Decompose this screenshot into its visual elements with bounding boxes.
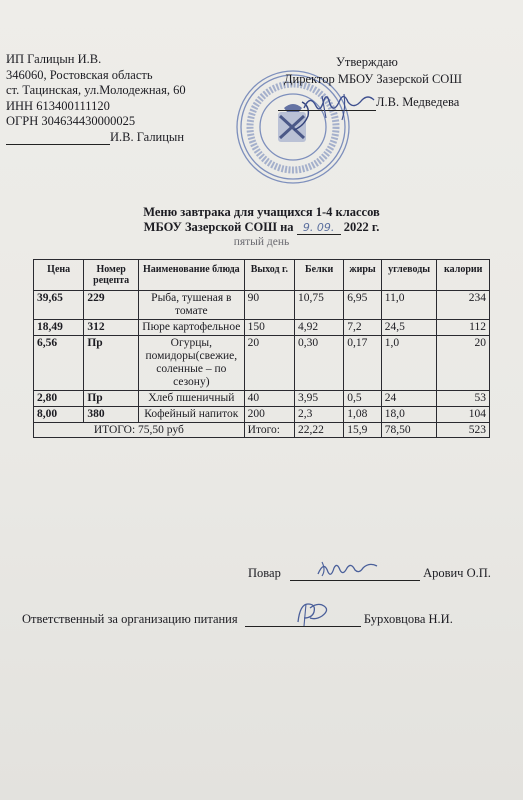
cell-protein: 4,92 <box>295 320 344 336</box>
approval-label: Утверждаю <box>336 55 398 69</box>
cell-protein: 3,95 <box>295 391 344 407</box>
issuer-signature-line <box>6 130 186 146</box>
cell-dish-name: Рыба, тушеная в томате <box>138 291 244 320</box>
cook-name: Арович О.П. <box>423 566 491 580</box>
header-carbs: углеводы <box>381 260 437 291</box>
cell-dish-name: Кофейный напиток <box>138 407 244 423</box>
cell-carbs: 18,0 <box>381 407 437 423</box>
cell-fat: 0,5 <box>344 391 381 407</box>
cell-fat: 1,08 <box>344 407 381 423</box>
table-row <box>34 391 490 407</box>
cell-fat: 0,17 <box>344 336 381 391</box>
cell-output: 200 <box>244 407 294 423</box>
total-fat: 15,9 <box>344 423 381 438</box>
year-label: 2022 г. <box>343 220 380 234</box>
cell-price: 18,49 <box>34 320 84 336</box>
header-protein: Белки <box>295 260 344 291</box>
cell-recipe: Пр <box>84 391 139 407</box>
cell-price: 8,00 <box>34 407 84 423</box>
table-total-row <box>34 423 490 438</box>
issuer-name: ИП Галицын И.В. <box>6 52 102 66</box>
menu-title: Меню завтрака для учащихся 1-4 классов <box>143 205 380 219</box>
menu-table <box>33 259 490 438</box>
header-price: Цена <box>34 260 84 291</box>
cell-output: 150 <box>244 320 294 336</box>
responsible-label: Ответственный за организацию питания <box>22 612 238 626</box>
total-price-label: ИТОГО: 75,50 руб <box>34 423 245 438</box>
cell-price: 39,65 <box>34 291 84 320</box>
cell-protein: 0,30 <box>295 336 344 391</box>
issuer-address-street: ст. Тацинская, ул.Молодежная, 60 <box>6 83 186 97</box>
responsible-signature <box>292 598 336 628</box>
header-recipe: Номер рецепта <box>84 260 139 291</box>
total-protein: 22,22 <box>295 423 344 438</box>
issuer-address-region: 346060, Ростовская область <box>6 67 153 82</box>
responsible-name: Бурховцова Н.И. <box>363 612 453 626</box>
header-output: Выход г. <box>244 260 294 291</box>
cell-fat: 6,95 <box>344 291 381 320</box>
cell-output: 90 <box>244 291 294 320</box>
cell-calories: 234 <box>437 291 490 320</box>
cell-dish-name: Пюре картофельное <box>138 320 244 336</box>
cell-carbs: 24,5 <box>381 320 437 336</box>
cell-output: 40 <box>244 391 294 407</box>
cell-dish-name: Огурцы, помидоры(свежие, соленные – по сезону) <box>138 336 244 391</box>
header-dish-name: Наименование блюда <box>138 260 244 291</box>
cell-carbs: 24 <box>381 391 437 407</box>
menu-school-date <box>0 220 523 235</box>
cell-recipe: 312 <box>84 320 139 336</box>
header-fat: жиры <box>344 260 381 291</box>
cell-recipe: Пр <box>84 336 139 391</box>
cell-dish-name: Хлеб пшеничный <box>138 391 244 407</box>
cell-calories: 53 <box>437 391 490 407</box>
school-name: МБОУ Зазерской СОШ на <box>143 220 294 234</box>
cook-signature <box>316 556 380 582</box>
total-label: Итого: <box>244 423 294 438</box>
cell-output: 20 <box>244 336 294 391</box>
cell-carbs: 1,0 <box>381 336 437 391</box>
cook-label: Повар <box>248 566 281 580</box>
cell-calories: 112 <box>437 320 490 336</box>
cell-recipe: 229 <box>84 291 139 320</box>
cell-protein: 2,3 <box>295 407 344 423</box>
cell-price: 2,80 <box>34 391 84 407</box>
issuer-signature-name: И.В. Галицын <box>110 129 185 144</box>
header-calories: калории <box>437 260 490 291</box>
total-carbs: 78,50 <box>381 423 437 438</box>
issuer-inn: ИНН 613400111120 <box>6 98 110 113</box>
cell-fat: 7,2 <box>344 320 381 336</box>
approval-position: Директор МБОУ Зазерской СОШ <box>284 72 462 86</box>
total-calories: 523 <box>437 423 490 438</box>
table-row <box>34 320 490 336</box>
cell-recipe: 380 <box>84 407 139 423</box>
table-row <box>34 336 490 391</box>
responsible-signature-line <box>22 612 453 627</box>
issuer-ogrn: ОГРН 304634430000025 <box>6 114 136 128</box>
cell-calories: 104 <box>437 407 490 423</box>
director-signature <box>300 86 380 126</box>
cell-carbs: 11,0 <box>381 291 437 320</box>
table-header-row <box>34 260 490 291</box>
table-row <box>34 291 490 320</box>
day-label: пятый день <box>233 236 290 248</box>
issuer-block <box>6 52 186 145</box>
cell-protein: 10,75 <box>295 291 344 320</box>
cell-calories: 20 <box>437 336 490 391</box>
cell-price: 6,56 <box>34 336 84 391</box>
approval-signature-name: Л.В. Медведева <box>376 95 460 109</box>
handwritten-date: 9. 09. <box>297 221 341 235</box>
table-row <box>34 407 490 423</box>
